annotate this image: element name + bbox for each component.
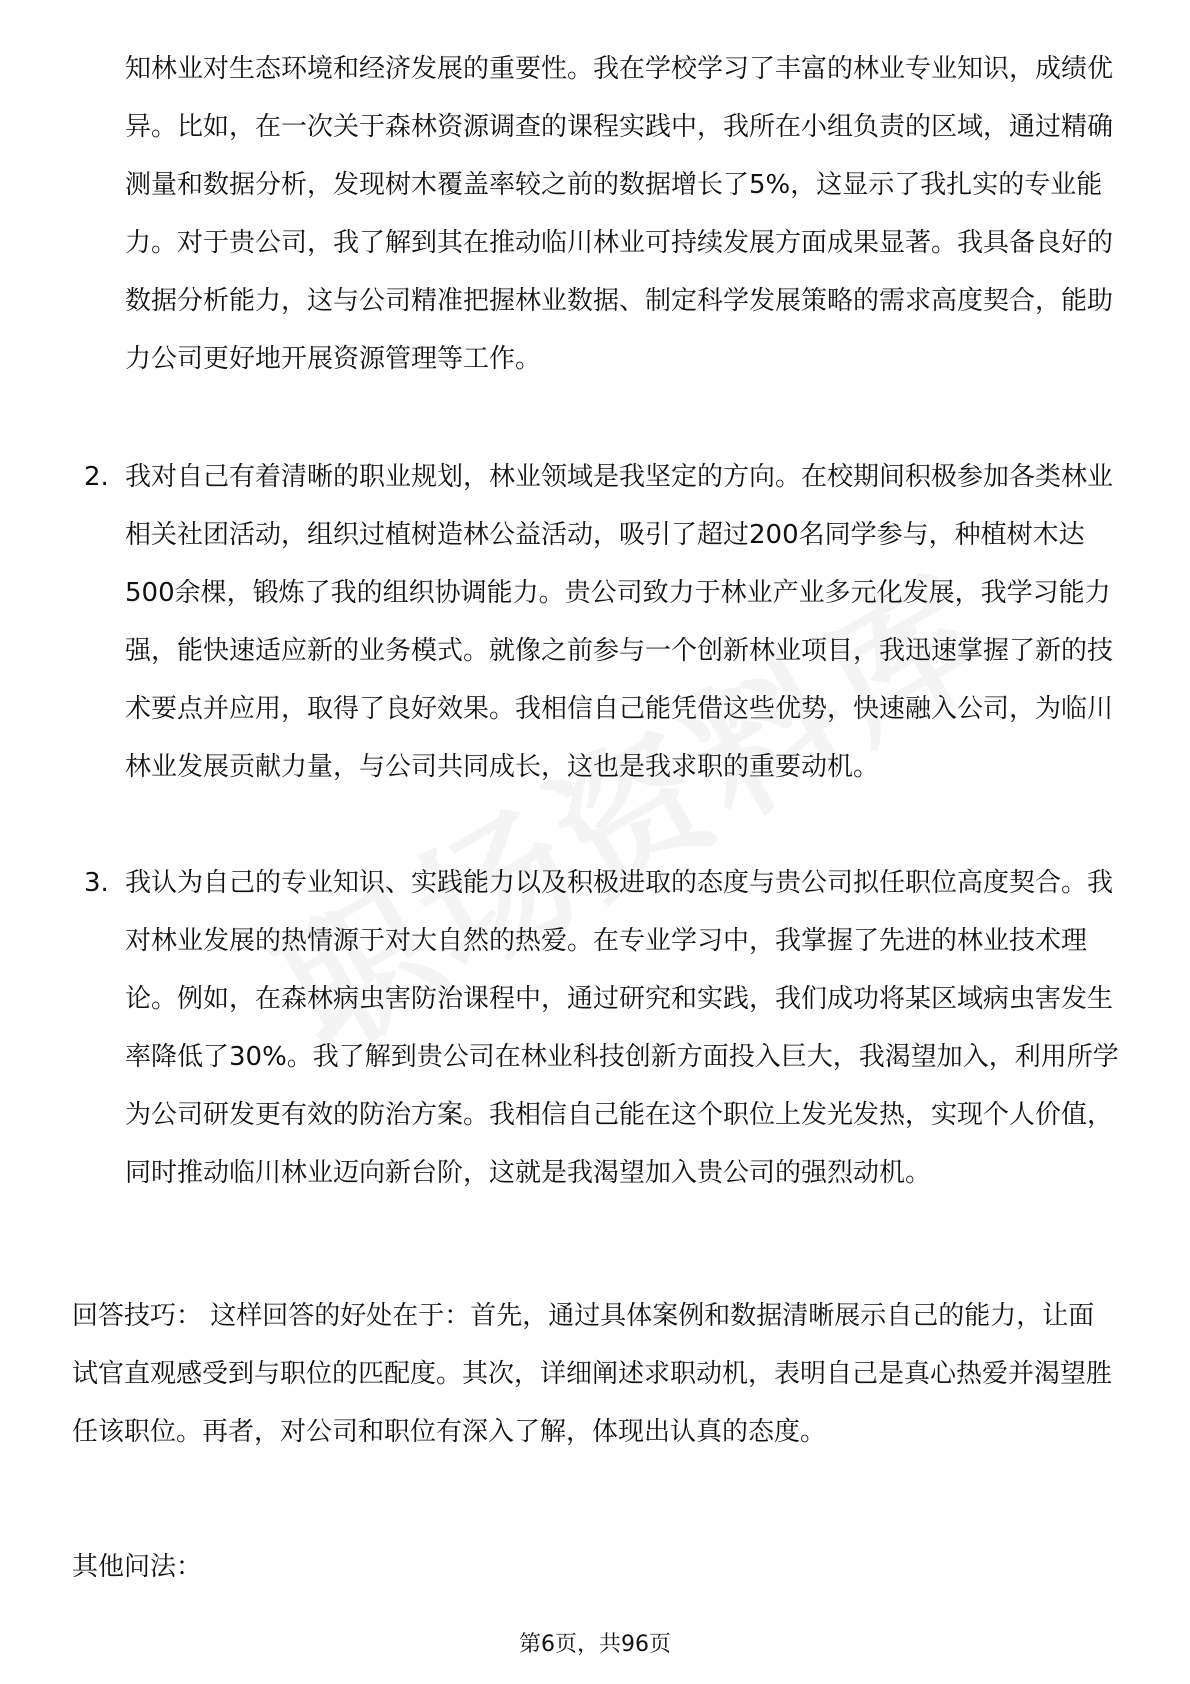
list-item bbox=[84, 448, 1124, 796]
page-footer: 第6页，共96页 bbox=[519, 1632, 671, 1657]
continued-paragraph: 知林业对生态环境和经济发展的重要性。我在学校学习了丰富的林业专业知识，成绩优异。比如，在一次关于森林资源调查的课程实践中，我所在小组负责的区域，通过精确测量和数据分析，发现树木覆盖率较之前的数据增长了5%，这显示了我扎实的专业能力。对于贵公司，我了解到其在推动临川林业可持续发展方面成果显著。我具备良好的数据分析能力，这与公司精准把握林业数据、制定科学发展策略的需求高度契合，能助力公司更好地开展资源管理等工作。 bbox=[125, 54, 1114, 374]
answer-tips-paragraph: 回答技巧： 这样回答的好处在于：首先，通过具体案例和数据清晰展示自己的能力，让面试官直观感受到与职位的匹配度。其次，详细阐述求职动机，表明自己是真心热爱并渴望胜任该职位。再者，对公司和职位有深入了解，体现出认真的态度。 bbox=[72, 1301, 1113, 1447]
list-item-number: 2. bbox=[84, 462, 109, 492]
list-item-number: 3. bbox=[84, 868, 109, 898]
list-item-text: 我认为自己的专业知识、实践能力以及积极进取的态度与贵公司拟任职位高度契合。我对林业发展的热情源于对大自然的热爱。在专业学习中，我掌握了先进的林业技术理论。例如，在森林病虫害防治课程中，通过研究和实践，我们成功将某区域病虫害发生率降低了30%。我了解到贵公司在林业科技创新方面投入巨大，我渴望加入，利用所学为公司研发更有效的防治方案。我相信自己能在这个职位上发光发热，实现个人价值，同时推动临川林业迈向新台阶，这就是我渴望加入贵公司的强烈动机。 bbox=[125, 868, 1119, 1188]
list-item-text: 我对自己有着清晰的职业规划，林业领域是我坚定的方向。在校期间积极参加各类林业相关社团活动，组织过植树造林公益活动，吸引了超过200名同学参与，种植树木达500余棵，锻炼了我的组织协调能力。贵公司致力于林业产业多元化发展，我学习能力强，能快速适应新的业务模式。就像之前参与一个创新林业项目，我迅速掌握了新的技术要点并应用，取得了良好效果。我相信自己能凭借这些优势，快速融入公司，为临川林业发展贡献力量，与公司共同成长，这也是我求职的重要动机。 bbox=[125, 462, 1114, 782]
list-item bbox=[84, 854, 1124, 1202]
other-questions-label: 其他问法： bbox=[72, 1552, 203, 1582]
